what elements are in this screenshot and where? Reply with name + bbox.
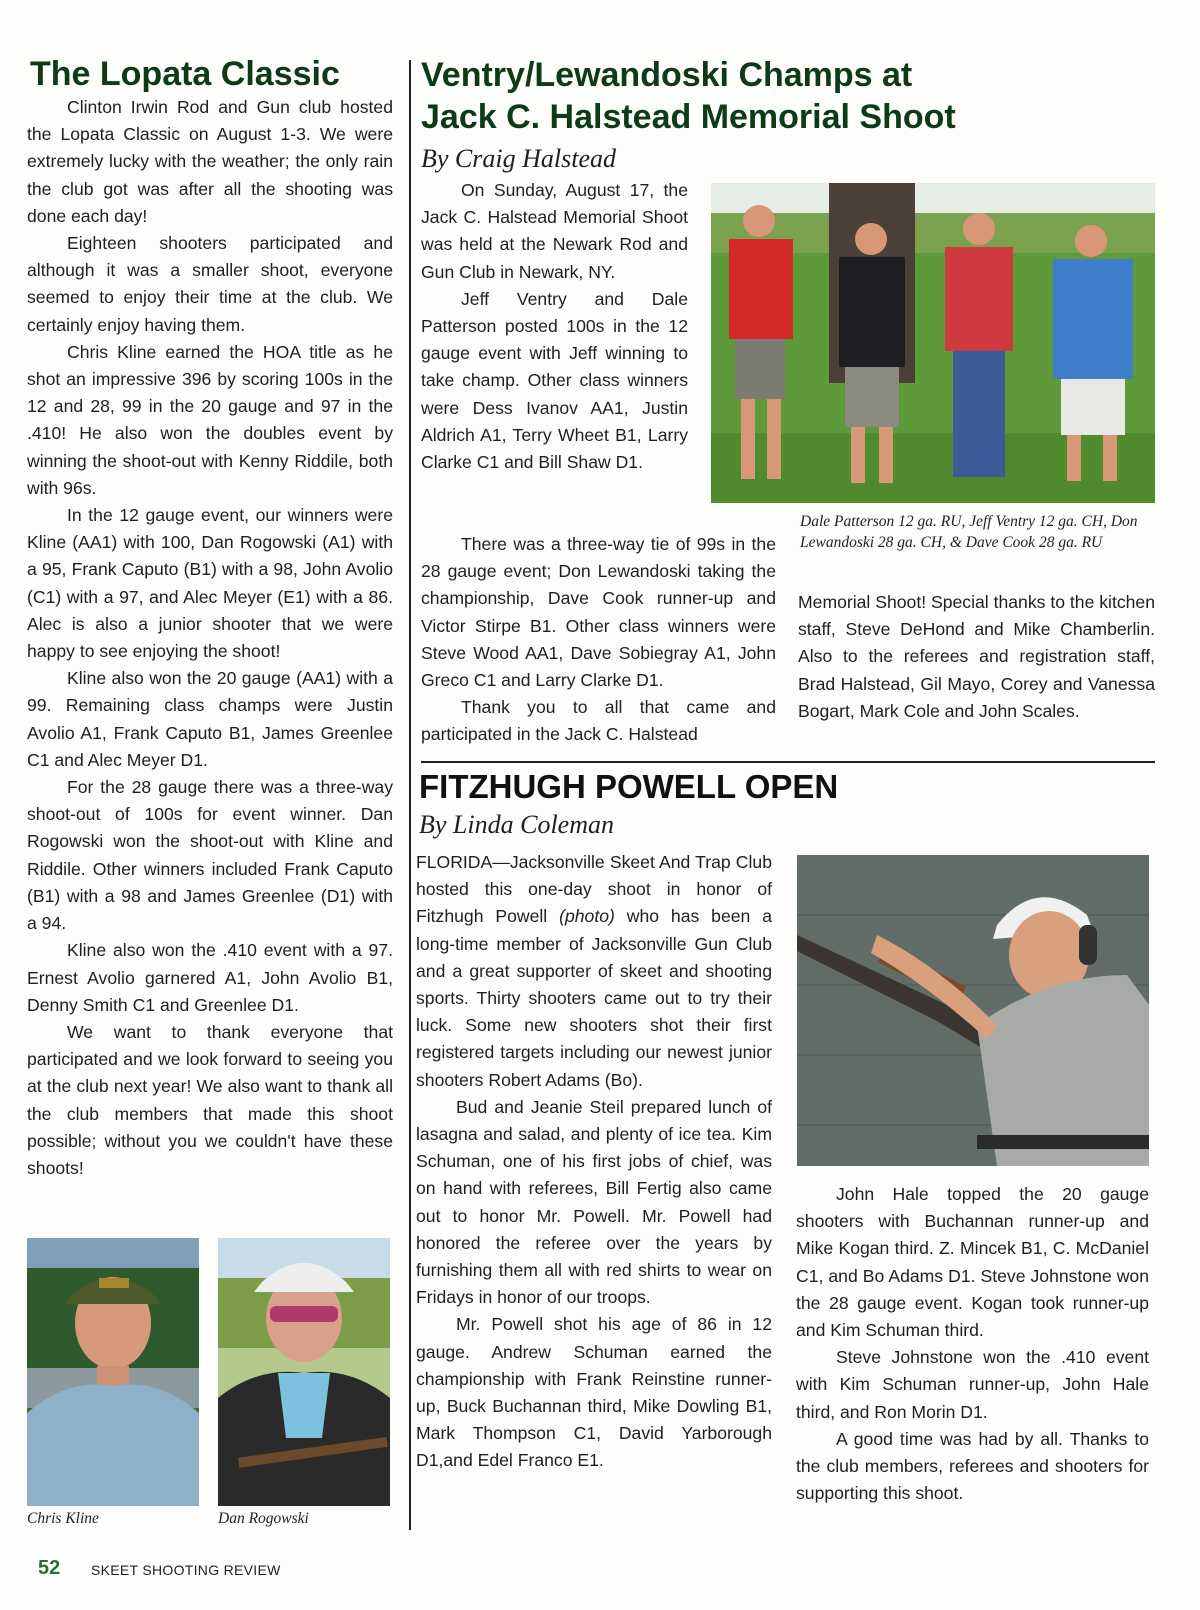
ventry-body-right	[798, 589, 1155, 725]
page-number: 52	[38, 1557, 61, 1579]
photo-fitzhugh-powell	[797, 855, 1149, 1166]
fitzhugh-body-right	[796, 1181, 1149, 1507]
lopata-paragraph: For the 28 gauge there was a three-way shoot-out of 100s for event winner. Dan Rogowski won the shoot-out with Kline and Riddile. Other winners included Frank Caputo (B1) with a 98 and James Greenlee (D1) with a 94.	[27, 777, 393, 934]
publication-name: SKEET SHOOTING REVIEW	[91, 1562, 281, 1578]
caption-dan-rogowski: Dan Rogowski	[218, 1510, 309, 1527]
ventry-paragraph: Memorial Shoot! Special thanks to the kitchen staff, Steve DeHond and Mike Chamberlin. Also to the referees and registration staff, Brad Halstead, Gil Mayo, Corey and Vanessa Bogart, Mark Cole and John Scales.	[798, 592, 1155, 721]
fitzhugh-p1-start: FLORIDA—Jacksonville Skeet And Trap Club hosted this one-day shoot in honor of Fitzhugh Powell	[416, 852, 772, 927]
fitzhugh-p1-photo: (photo)	[559, 906, 615, 927]
ventry-title-line1: Ventry/Lewandoski Champs at	[421, 56, 913, 94]
lopata-paragraph: We want to thank everyone that participated and we look forward to seeing you at the club next year! We also want to thank all the club members that made this shoot possible; without you we couldn't have these shoots!	[27, 1021, 393, 1178]
lopata-paragraph: Kline also won the 20 gauge (AA1) with a 99. Remaining class champs were Justin Avolio A1, Frank Caputo B1, James Greenlee C1 and Alec Meyer D1.	[27, 668, 393, 770]
fitzhugh-title: FITZHUGH POWELL OPEN	[419, 768, 839, 805]
column-divider	[409, 60, 411, 1530]
ventry-paragraph: There was a three-way tie of 99s in the 28 gauge event; Don Lewandoski taking the championship, Dave Cook runner-up and Victor Stirpe B1. Other class winners were Steve Wood AA1, Dave Sobiegray A1, John Greco C1 and Larry Clarke D1.	[421, 534, 776, 691]
ventry-paragraph: Jeff Ventry and Dale Patterson posted 100s in the 12 gauge event with Jeff winning to take champ. Other class winners were Dess Ivanov AA1, Justin Aldrich A1, Terry Wheet B1, Larry Clarke C1 and Bill Shaw D1.	[421, 288, 688, 473]
photo-chris-kline	[27, 1238, 199, 1506]
photo-dan-rogowski	[218, 1238, 390, 1506]
fitzhugh-paragraph: Steve Johnstone won the .410 event with Kim Schuman runner-up, John Hale third, and Ron Morin D1.	[796, 1347, 1149, 1422]
ventry-title-line2: Jack C. Halstead Memorial Shoot	[421, 98, 956, 136]
photo-ventry-group	[711, 183, 1155, 503]
fitzhugh-paragraph: John Hale topped the 20 gauge shooters with Buchannan runner-up and Mike Kogan third. Z. Mincek B1, C. McDaniel C1, and Bo Adams D1. Steve Johnstone won the 28 gauge event. Kogan took runner-up and Kim Schuman third.	[796, 1184, 1149, 1341]
ventry-photo-caption: Dale Patterson 12 ga. RU, Jeff Ventry 12 ga. CH, Don Lewandoski 28 ga. CH, & Dave Cook 28 ga. RU	[800, 513, 1138, 551]
ventry-paragraph: On Sunday, August 17, the Jack C. Halstead Memorial Shoot was held at the Newark Rod and Gun Club in Newark, NY.	[421, 180, 688, 282]
fitzhugh-paragraph: A good time was had by all. Thanks to the club members, referees and shooters for supporting this shoot.	[796, 1428, 1149, 1504]
lopata-title: The Lopata Classic	[30, 55, 340, 93]
caption-chris-kline: Chris Kline	[27, 1510, 99, 1527]
fitzhugh-body-left	[416, 849, 772, 1475]
lopata-paragraph: In the 12 gauge event, our winners were Kline (AA1) with 100, Dan Rogowski (A1) with a 95, Frank Caputo (B1) with a 98, John Avolio (C1) with a 97, and Alec Meyer (E1) with a 86. Alec is also a junior shooter that we were happy to see enjoying the shoot!	[27, 505, 393, 662]
fitzhugh-paragraph: Mr. Powell shot his age of 86 in 12 gauge. Andrew Schuman earned the championship with Frank Reinstine runner-up, Buck Buchannan third, Mike Dowling B1, Mark Thompson C1, David Yarborough D1,and Edel Franco E1.	[416, 1314, 772, 1471]
lopata-paragraph: Kline also won the .410 event with a 97. Ernest Avolio garnered A1, John Avolio B1, Denny Smith C1 and Greenlee D1.	[27, 940, 393, 1015]
lopata-body	[27, 94, 393, 1182]
ventry-paragraph: Thank you to all that came and participated in the Jack C. Halstead	[421, 697, 776, 745]
ventry-body-left-wide	[421, 531, 776, 749]
ventry-byline: By Craig Halstead	[421, 144, 616, 173]
fitzhugh-byline: By Linda Coleman	[419, 810, 614, 839]
ventry-body-left	[421, 177, 688, 476]
fitzhugh-paragraph: Bud and Jeanie Steil prepared lunch of lasagna and salad, and plenty of ice tea. Kim Schuman, one of his first jobs of chief, was on hand with referees, Bill Fertig also came out to honor Mr. Powell. Mr. Powell had honored the referee over the years by furnishing them all with red shirts to wear on Fridays in honor of our troops.	[416, 1096, 772, 1308]
section-divider	[421, 761, 1155, 763]
lopata-paragraph: Chris Kline earned the HOA title as he shot an impressive 396 by scoring 100s in the 12 and 28, 99 in the 20 gauge and 97 in the .410! He also won the doubles event by winning the shoot-out with Kenny Riddile, both with 96s.	[27, 341, 393, 498]
fitzhugh-paragraph	[416, 849, 772, 1094]
fitzhugh-p1-end: who has been a long-time member of Jacksonville Gun Club and a great supporter of skeet and shooting sports. Thirty shooters came out to try their luck. Some new shooters shot their first registered targets including our newest junior shooters Robert Adams (Bo).	[416, 906, 772, 1090]
lopata-paragraph: Clinton Irwin Rod and Gun club hosted the Lopata Classic on August 1-3. We were extremely lucky with the weather; the only rain the club got was after all the shooting was done each day!	[27, 97, 393, 226]
lopata-paragraph: Eighteen shooters participated and although it was a smaller shoot, everyone seemed to enjoy their time at the club. We certainly enjoy having them.	[27, 233, 393, 335]
